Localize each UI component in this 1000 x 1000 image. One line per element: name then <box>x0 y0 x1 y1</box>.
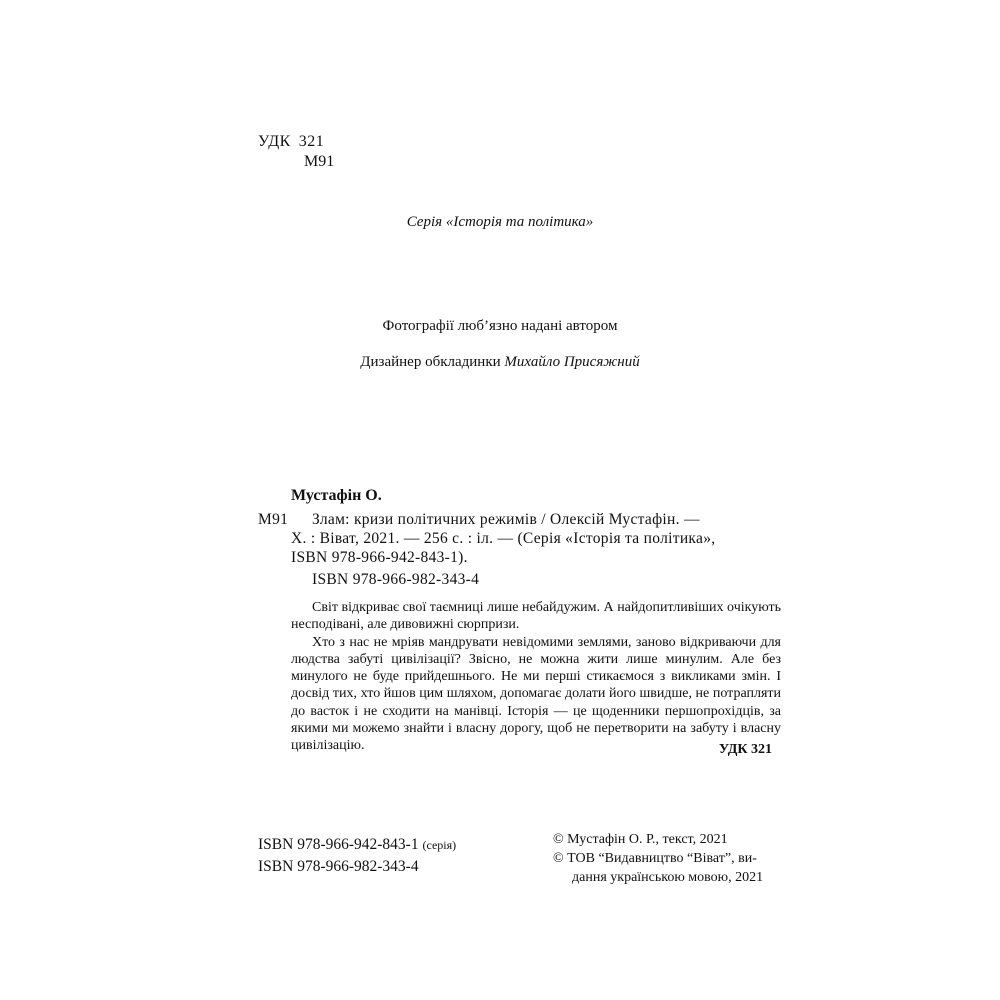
designer-label: Дизайнер обкладинки <box>360 354 501 370</box>
annotation-paragraph-2: Хто з нас не мріяв мандрувати невідомими землями, заново відкриваючи для людства забуті цивілізації? Звісно, не можна жити лише минулим. Але без минулого не буде прийдешнього. Не ми перші стикаємося з викликами змін. І досвід тих, хто йшов цим шляхом, допомагає долати його швидше, не потрапляти до васток і не сходити на манівці. Історія — це щоденники першопрохідців, за якими ми можемо знайти і власну дорогу, щоб не перетворити на забуту і власну цивілізацію. <box>291 634 781 754</box>
author-mark: М91 <box>304 153 335 170</box>
designer-name: Михайло Присяжний <box>504 354 640 370</box>
designer-credit <box>0 354 1000 371</box>
annotation <box>291 599 781 755</box>
annotation-paragraph-1: Світ відкриває свої таємниці лише небайдужим. А найдопитливіших очікують несподівані, але дивовижні сюрпризи. <box>291 600 781 633</box>
catalog-code: М91 <box>258 511 289 528</box>
book-isbn: ISBN 978-966-982-343-4 <box>258 858 419 875</box>
udc-footer: УДК 321 <box>718 742 772 757</box>
catalog-line-2: Х. : Віват, 2021. — 256 с. : іл. — (Серія «Історія та політика», <box>291 530 716 547</box>
copyright-block <box>553 830 763 887</box>
udc-number: 321 <box>298 133 325 150</box>
photo-credit: Фотографії люб’язно надані автором <box>382 318 618 334</box>
series-isbn-note: (серія) <box>422 838 457 852</box>
catalog-line-3: ISBN 978-966-942-843-1). <box>291 549 468 566</box>
series-isbn: ISBN 978-966-942-843-1 <box>258 836 419 853</box>
udc-classification <box>258 133 324 151</box>
udc-label: УДК <box>258 133 291 150</box>
copyright-publisher-cont: дання українською мовою, 2021 <box>572 870 764 885</box>
catalog-author-heading: Мустафін О. <box>291 487 382 504</box>
series-line: Серія «Історія та політика» <box>406 214 594 230</box>
series-isbn-line <box>258 834 456 856</box>
copyright-author: © Мустафін О. Р., текст, 2021 <box>553 832 728 847</box>
catalog-isbn: ISBN 978-966-982-343-4 <box>312 571 480 588</box>
catalog-line-1: Злам: кризи політичних режимів / Олексій Мустафін. — <box>312 511 700 528</box>
copyright-publisher: © ТОВ “Видавництво “Віват”, ви- <box>553 851 757 866</box>
isbn-block <box>258 834 456 877</box>
